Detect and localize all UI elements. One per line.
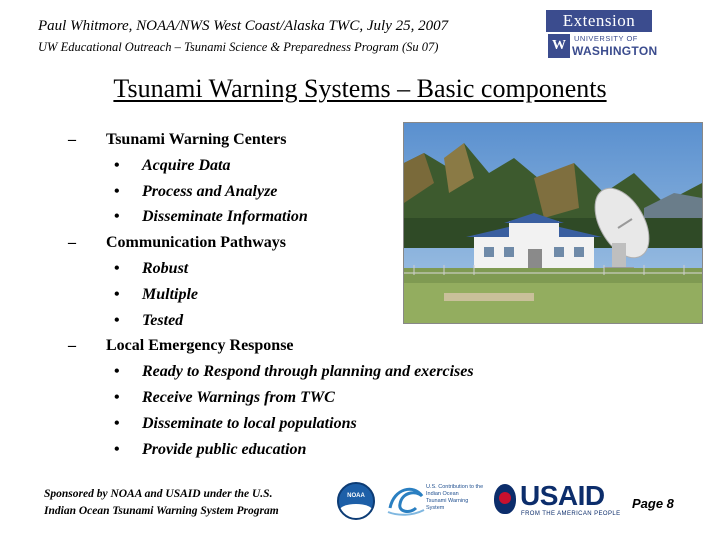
outline-bullet [114,156,230,176]
sponsor-note [44,486,279,520]
outline-bullet [114,440,306,460]
uw-wordmark [546,34,658,58]
outline-heading [68,233,286,253]
usaid-seal-icon [494,484,516,514]
outline-text: Receive Warnings from TWC [142,389,335,406]
slide-title: Tsunami Warning Systems – Basic components [113,74,607,103]
sponsor-line-2: Indian Ocean Tsunami Warning System Program [44,505,279,517]
outline-text: Local Emergency Response [106,337,294,354]
bullet-marker: • [114,260,120,277]
university-of-text: UNIVERSITY OF [574,34,638,43]
outline-bullet [114,388,335,408]
uw-extension-logo [546,10,658,58]
outline-bullet [114,311,183,331]
noaa-logo [337,482,375,520]
header-presenter-line: Paul Whitmore, NOAA/NWS West Coast/Alaska TWC, July 25, 2007 [38,18,449,34]
iotws-text [426,484,483,512]
outline-text: Communication Pathways [106,234,287,251]
outline-bullet [114,414,357,434]
dash-marker: – [68,234,76,251]
sponsor-line-1: Sponsored by NOAA and USAID under the U.S. [44,488,273,500]
iotws-text-line: U.S. Contribution to the [426,484,484,490]
iotws-logo [386,480,484,520]
bullet-marker: • [114,312,120,329]
noaa-label: NOAA [347,493,365,499]
bullet-marker: • [114,415,120,432]
dash-marker: – [68,337,76,354]
outline-bullet [114,285,198,305]
outline-bullet [114,207,308,227]
warning-center-photo-illustration [404,123,702,323]
bullet-marker: • [114,363,120,380]
bullet-marker: • [114,157,120,174]
wave-swirl-icon [386,480,426,520]
bullet-marker: • [114,286,120,303]
usaid-logo [494,480,621,522]
bullet-marker: • [114,183,120,200]
noaa-wave-icon [339,504,373,518]
washington-text: WASHINGTON [572,44,658,58]
outline-text: Acquire Data [142,157,231,174]
outline-text: Robust [142,260,189,277]
iotws-text-line: System [426,505,445,511]
usaid-wordmark: USAID [520,480,605,511]
usaid-tagline: FROM THE AMERICAN PEOPLE [521,511,621,517]
uw-seal-icon: W [548,34,570,58]
outline-heading [68,130,286,150]
outline-heading [68,336,294,356]
outline-text: Disseminate Information [142,208,308,225]
bullet-marker: • [114,208,120,225]
outline-bullet [114,182,277,202]
bullet-marker: • [114,441,120,458]
extension-wordmark: Extension [546,10,652,32]
outline-text: Ready to Respond through planning and exercises [142,363,474,380]
outline-text: Provide public education [142,441,307,458]
warning-center-photo [403,122,703,324]
bullet-marker: • [114,389,120,406]
iotws-text-line: Tsunami Warning [426,498,469,504]
outline-text: Process and Analyze [142,183,278,200]
iotws-text-line: Indian Ocean [426,491,459,497]
dash-marker: – [68,131,76,148]
header-program-line: UW Educational Outreach – Tsunami Science & Preparedness Program (Su 07) [38,40,439,54]
page-number: Page 8 [632,496,674,511]
outline-bullet [114,362,474,382]
outline-text: Multiple [142,286,199,303]
outline-text: Disseminate to local populations [142,415,357,432]
outline-text: Tested [142,312,184,329]
outline-bullet [114,259,188,279]
outline-text: Tsunami Warning Centers [106,131,287,148]
